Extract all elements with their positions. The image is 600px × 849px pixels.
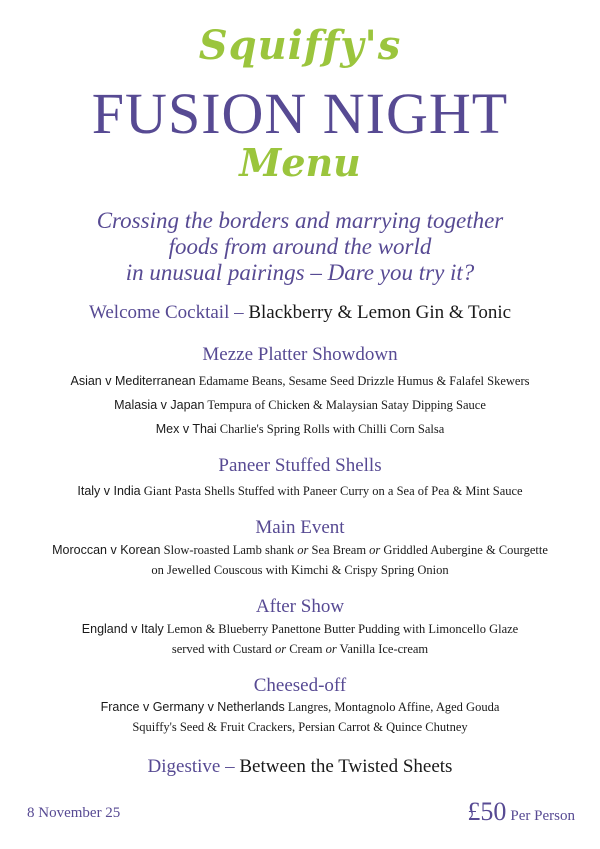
dish-description: Lemon & Blueberry Panettone Butter Pudding with Limoncello Glaze xyxy=(166,622,519,636)
menu-item-continued xyxy=(0,642,600,657)
welcome-drink: Blackberry & Lemon Gin & Tonic xyxy=(248,302,512,323)
menu-item xyxy=(0,422,600,437)
dish-description: Vanilla Ice-cream xyxy=(339,642,429,656)
country-pairing: Malasia v Japan xyxy=(114,398,205,412)
menu-item xyxy=(0,700,600,715)
menu-script: Menu xyxy=(239,140,361,185)
tagline-line: in unusual pairings – Dare you try it? xyxy=(125,260,475,285)
dish-description: Langres, Montagnolo Affine, Aged Gouda xyxy=(287,700,500,714)
section-heading-paneer: Paneer Stuffed Shells xyxy=(218,455,382,476)
event-date: 8 November 25 xyxy=(27,805,121,821)
tagline-line: Crossing the borders and marrying together xyxy=(96,208,504,233)
country-pairing: England v Italy xyxy=(81,622,164,636)
or-connector: or xyxy=(274,642,287,656)
welcome-label: Welcome Cocktail xyxy=(88,302,230,323)
dish-description: Cream xyxy=(289,642,323,656)
dish-description: Edamame Beans, Sesame Seed Drizzle Humus & Falafel Skewers xyxy=(198,374,530,388)
brand-script: Squiffy's xyxy=(198,22,402,69)
menu-item xyxy=(0,484,600,499)
digestive-drink: Between the Twisted Sheets xyxy=(239,756,453,777)
menu-item xyxy=(0,374,600,389)
country-pairing: Mex v Thai xyxy=(155,422,217,436)
section-heading-main: Main Event xyxy=(255,517,345,538)
digestive xyxy=(0,756,600,778)
menu-item xyxy=(0,398,600,413)
dish-description: Squiffy's Seed & Fruit Crackers, Persian Carrot & Quince Chutney xyxy=(132,720,468,734)
welcome-cocktail xyxy=(0,302,600,324)
dish-description: Griddled Aubergine & Courgette xyxy=(383,543,548,557)
country-pairing: Moroccan v Korean xyxy=(52,543,161,557)
country-pairing: Asian v Mediterranean xyxy=(70,374,196,388)
dish-description: Slow-roasted Lamb shank xyxy=(163,543,295,557)
tagline-line: foods from around the world xyxy=(168,234,432,259)
welcome-dash: – xyxy=(229,302,249,323)
dish-description: Sea Bream xyxy=(311,543,367,557)
digestive-label: Digestive xyxy=(147,756,221,777)
menu-item-continued xyxy=(0,720,600,735)
price-amount: £50 xyxy=(467,797,507,826)
or-connector: or xyxy=(325,642,337,656)
section-heading-after: After Show xyxy=(255,596,345,617)
or-connector: or xyxy=(297,543,309,557)
or-connector: or xyxy=(369,543,381,557)
menu-item-continued xyxy=(0,563,600,578)
menu-item xyxy=(0,622,600,637)
country-pairing: France v Germany v Netherlands xyxy=(100,700,285,714)
price xyxy=(467,797,575,827)
menu-item xyxy=(0,543,600,558)
section-heading-cheese: Cheesed-off xyxy=(253,675,347,696)
tagline xyxy=(0,208,600,286)
dish-description: Giant Pasta Shells Stuffed with Paneer Curry on a Sea of Pea & Mint Sauce xyxy=(143,484,523,498)
dish-description: Charlie's Spring Rolls with Chilli Corn Salsa xyxy=(219,422,445,436)
price-unit: Per Person xyxy=(510,808,575,824)
dish-description: served with Custard xyxy=(171,642,272,656)
section-heading-mezze: Mezze Platter Showdown xyxy=(202,344,398,365)
digestive-dash: – xyxy=(220,756,240,777)
page-title: FUSION NIGHT xyxy=(91,81,509,146)
country-pairing: Italy v India xyxy=(77,484,141,498)
dish-description: on Jewelled Couscous with Kimchi & Crispy Spring Onion xyxy=(151,563,449,577)
dish-description: Tempura of Chicken & Malaysian Satay Dipping Sauce xyxy=(207,398,486,412)
